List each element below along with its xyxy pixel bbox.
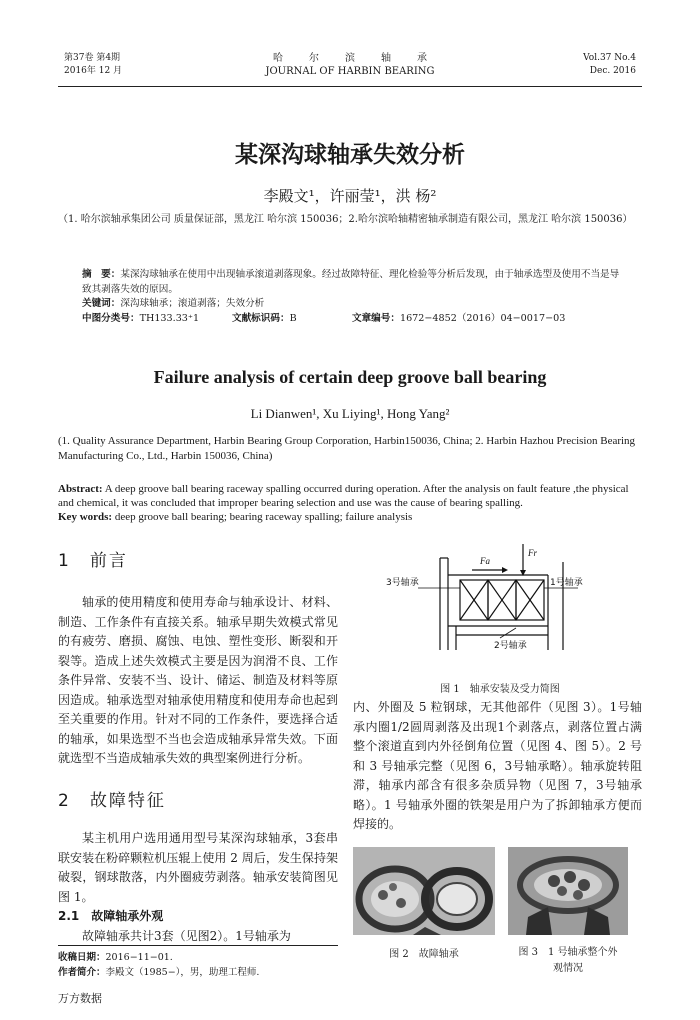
title-cn: 某深沟球轴承失效分析 xyxy=(235,142,465,168)
volume-en: Vol.37 No.4 xyxy=(583,53,636,63)
abstract-label-en: Abstract: xyxy=(58,483,103,495)
date-cn: 2016年 12 月 xyxy=(64,66,123,76)
failed-bearings-image xyxy=(353,847,495,935)
fr-label: Fr xyxy=(528,548,537,558)
figure-2-photo xyxy=(353,847,495,935)
title-en: Failure analysis of certain deep groove ball bearing xyxy=(153,367,547,387)
figure-3-caption-line-1: 图 3 1 号轴承整个外 xyxy=(518,947,618,958)
abstract-cn xyxy=(82,268,628,326)
subsection-2-1-paragraph: 故障轴承共计3套（见图2）。1号轴承为 xyxy=(82,928,291,943)
abstract-text-en: A deep groove ball bearing raceway spalling occurred during operation. After the analysis on fault feature ,the physical and chemical, it was concluded that improper bearing selection and use was the cause of bearing spalling. xyxy=(58,483,629,509)
received-label: 收稿日期： xyxy=(58,952,106,963)
subsection-2-1-heading: 2.1 故障轴承外观 xyxy=(58,909,164,923)
author-bio-label: 作者简介： xyxy=(58,967,106,978)
figure-3-caption xyxy=(500,945,636,977)
doc-code-label: 文献标识码： xyxy=(232,312,290,324)
keywords-label-cn: 关键词： xyxy=(82,298,121,309)
received-value: 2016−11−01. xyxy=(105,952,173,963)
figure-2-caption: 图 2 故障轴承 xyxy=(389,949,459,960)
wanfang-watermark: 万方数据 xyxy=(58,992,102,1005)
authors-en: Li Dianwen¹, Xu Liying¹, Hong Yang² xyxy=(250,406,450,421)
keywords-en xyxy=(58,510,642,524)
authors-cn: 李殿文¹，许丽莹¹，洪 杨² xyxy=(263,187,437,205)
classification-row xyxy=(82,312,628,327)
bearing-1-label: 1号轴承 xyxy=(550,578,583,588)
journal-name-en: JOURNAL OF HARBIN BEARING xyxy=(265,66,435,77)
header-rule xyxy=(58,86,642,87)
running-header xyxy=(64,52,636,84)
clc-label: 中图分类号： xyxy=(82,312,140,324)
author-bio xyxy=(58,965,259,980)
section-2-heading: 2 故障特征 xyxy=(58,791,166,811)
footnote xyxy=(58,950,259,980)
figure-3-photo xyxy=(508,847,628,935)
doc-code-value: B xyxy=(289,312,297,324)
affiliation-en: (1. Quality Assurance Department, Harbin Bearing Group Corporation, Harbin150036, China; 2. Harbin Hazhou Precision Bearing Manufacturing Co., Ltd., Harbin 150036, China) xyxy=(58,435,636,462)
figure-1-caption: 图 1 轴承安装及受力简图 xyxy=(440,684,560,695)
article-number-value: 1672−4852（2016）04−0017−03 xyxy=(399,312,566,324)
clc-value: TH133.33⁺1 xyxy=(139,312,200,324)
affiliation-cn: （1. 哈尔滨轴承集团公司 质量保证部，黑龙江 哈尔滨 150036；2.哈尔滨哈轴精密轴承制造有限公司，黑龙江 哈尔滨 150036） xyxy=(58,214,633,225)
section-1-heading: 1 前言 xyxy=(58,551,128,571)
abstract-en-body xyxy=(58,482,642,510)
section-2-paragraph: 某主机用户选用通用型号某深沟球轴承，3套串联安装在粉碎颗粒机压辊上使用 2 周后，发生保持架破裂，钢球散落，内外圈疲劳剥落。轴承安装简图见图 1。 xyxy=(58,831,338,904)
received-date xyxy=(58,950,259,965)
volume-cn: 第37卷 第4期 xyxy=(64,53,121,63)
section-1-paragraph: 轴承的使用精度和使用寿命与轴承设计、材料、制造、工作条件有直接关系。轴承早期失效模式常见的有疲劳、磨损、腐蚀、电蚀、塑性变形、断裂和开裂等。造成上述失效模式主要是因为润滑不良、工作条件异常、安装不当、设计、储运、制造及材料等原因造成。轴承选型对轴承使用精度和使用寿命也起到至关重要的作用。针对不同的工作条件，要选择合适的轴承，如果选型不当也会造成轴承异常失效。下面就选型不当造成轴承失效的典型案例进行分析。 xyxy=(58,595,338,765)
bearing-3-label: 3号轴承 xyxy=(386,578,419,588)
bearing-1-overall-image xyxy=(508,847,628,935)
abstract-text-cn: 某深沟球轴承在使用中出现轴承滚道剥落现象。经过故障特征、理化检验等分析后发现，由于轴承选型及使用不当是导致其剥落失效的原因。 xyxy=(82,269,620,295)
footnote-rule xyxy=(58,945,338,946)
abstract-cn-body xyxy=(82,268,628,297)
right-column-text xyxy=(353,698,642,835)
figure-3-caption-line-2: 观情况 xyxy=(553,963,583,974)
figure-1 xyxy=(380,540,620,695)
keywords-cn xyxy=(82,297,628,312)
date-en: Dec. 2016 xyxy=(589,66,636,76)
section-2 xyxy=(58,786,338,946)
author-bio-value: 李殿文（1985−），男，助理工程师. xyxy=(105,967,260,978)
bearing-2-label: 2号轴承 xyxy=(494,641,527,651)
abstract-label-cn: 摘 要： xyxy=(82,269,121,280)
bearing-installation-diagram xyxy=(380,540,620,672)
fa-label: Fa xyxy=(480,556,490,566)
header-center xyxy=(64,52,636,78)
journal-name-cn: 哈尔滨轴承 xyxy=(273,53,453,64)
keywords-label-en: Key words: xyxy=(58,511,113,523)
header-right xyxy=(583,52,636,78)
right-column-paragraph: 内、外圈及 5 粒钢球，无其他部件（见图 3）。1号轴承内圈1/2圆周剥落及出现1个剥落点，剥落位置占满整个滚道直到内外径倒角位置（见图 4、图 5）。2 号和 3 号轴承完整（见图 6，3号轴承略）。轴承旋转阻滞，轴承内部含有很多杂质异物（见图 7，3号轴承略）。1 号轴承外圈的铁架是用户为了拆卸轴承方便而焊接的。 xyxy=(353,700,642,831)
section-1 xyxy=(58,546,338,769)
keywords-text-cn: 深沟球轴承；滚道剥落；失效分析 xyxy=(120,298,265,309)
keywords-text-en: deep groove ball bearing; bearing raceway spalling; failure analysis xyxy=(114,511,413,523)
abstract-en xyxy=(58,482,642,524)
article-number-label: 文章编号： xyxy=(352,312,400,324)
